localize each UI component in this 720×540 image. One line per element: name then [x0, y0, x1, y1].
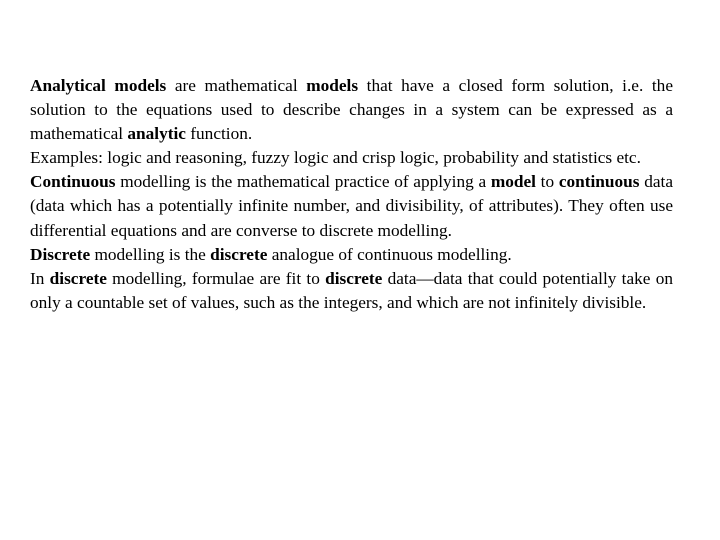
- term-analytic: analytic: [127, 124, 186, 144]
- term-discrete: Discrete: [30, 244, 91, 264]
- term-discrete-data: discrete: [325, 268, 383, 288]
- term-continuous: Continuous: [30, 172, 116, 192]
- text-body: [30, 74, 673, 315]
- paragraph-analytical-models: Analytical models are mathematical models that have a closed form solution, i.e. the solution to the equations used to describe changes in a system can be expressed as a mathematical analytic function.: [30, 76, 673, 144]
- term-model: model: [490, 172, 536, 192]
- term-analytical-models: Analytical models: [30, 76, 167, 95]
- term-discrete-analogue: discrete: [210, 244, 268, 264]
- term-discrete-modelling: discrete: [49, 268, 107, 288]
- paragraph-continuous-modelling: Continuous modelling is the mathematical practice of applying a model to continuous data (data which has a potentially infinite number, and divisibility, of attributes). They often use differential equations and are converse to discrete modelling.: [30, 172, 673, 240]
- paragraph-discrete-data: In discrete modelling, formulae are fit to discrete data—data that could potentially take on only a countable set of values, such as the integers, and which are not infinitely divisible.: [30, 268, 673, 312]
- term-models: models: [306, 76, 359, 95]
- term-continuous-data: continuous: [558, 172, 640, 192]
- paragraph-discrete-modelling: Discrete modelling is the discrete analogue of continuous modelling.: [30, 244, 512, 264]
- paragraph-examples: Examples: logic and reasoning, fuzzy logic and crisp logic, probability and statistics etc.: [30, 148, 641, 168]
